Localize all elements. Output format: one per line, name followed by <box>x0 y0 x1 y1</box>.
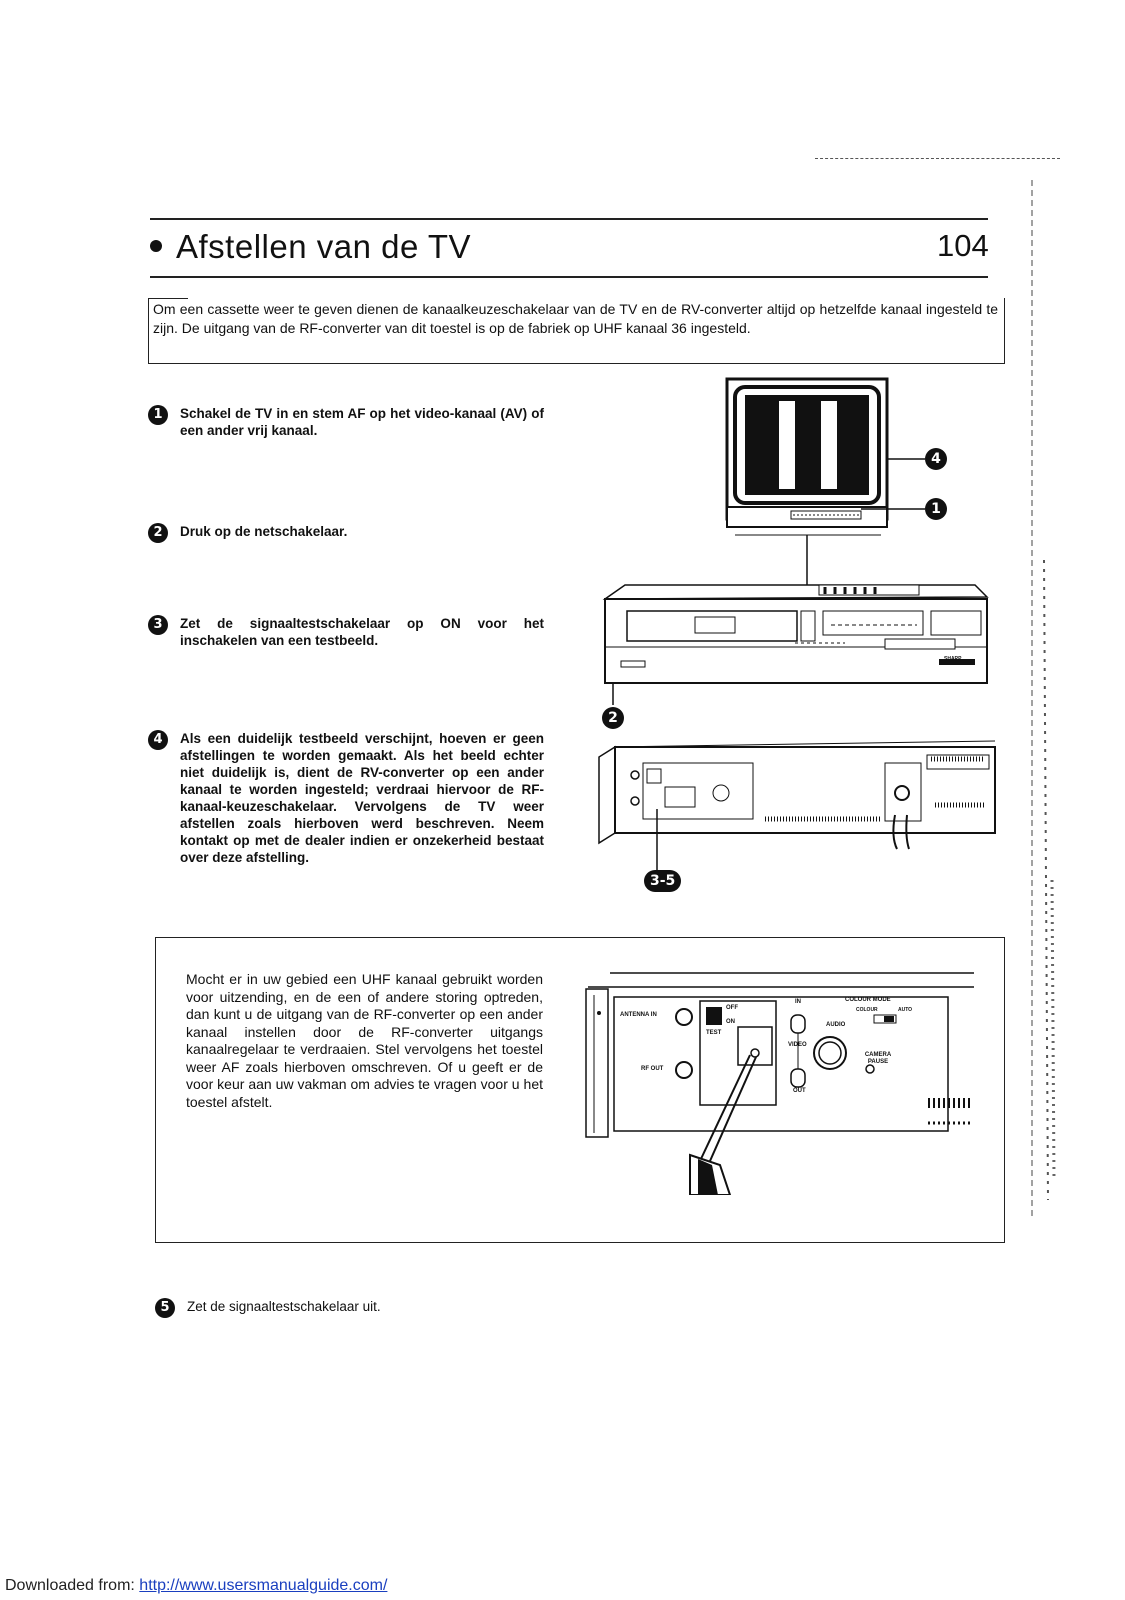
label-on: ON <box>726 1019 735 1025</box>
step-4 <box>148 730 548 900</box>
step-text: Schakel de TV in en stem AF op het video-kanaal (AV) of een ander vrij kanaal. <box>180 406 544 438</box>
intro-box <box>148 298 1005 364</box>
callout-badge-rear-range <box>644 870 681 892</box>
label-off: OFF <box>726 1005 738 1011</box>
step-number-badge: 5 <box>155 1298 175 1318</box>
step-1 <box>148 405 548 445</box>
step-text: Als een duidelijk testbeeld verschijnt, hoeven er geen afstellingen te worden gemaakt. Als het beeld echter niet duidelijk is, dient de RV-converter op een ander kanaal te worden ingesteld; verdraai hiervoor de RF-kanaal-keuzeschakelaar. Vervolgens de TV weer afstellen zoals hierboven werd beschreven. Neem kontakt op met de dealer indien er onzekerheid bestaat over deze afstelling. <box>180 731 544 865</box>
vcr-rear-illustration <box>599 741 995 871</box>
step-2 <box>148 523 548 545</box>
step-number-badge: 3 <box>148 615 168 635</box>
page-title-text: Afstellen van de TV <box>176 228 472 265</box>
label-video: VIDEO <box>788 1042 807 1048</box>
header-rule-top <box>150 218 988 220</box>
footer-prefix: Downloaded from: <box>5 1577 140 1594</box>
step-text: Zet de signaaltestschakelaar op ON voor het inschakelen van een testbeeld. <box>180 616 544 648</box>
step-5 <box>155 1298 555 1320</box>
label-rf-out: RF OUT <box>641 1066 664 1072</box>
callout-badge-tv-power: 1 <box>925 498 947 520</box>
label-antenna-in: ANTENNA IN <box>620 1012 657 1018</box>
footer-link[interactable]: http://www.usersmanualguide.com/ <box>139 1577 388 1594</box>
vcr-brand-label: SHARP <box>944 656 962 662</box>
page-number: 104 <box>937 228 989 263</box>
header-rule-bottom <box>150 276 988 278</box>
page-title <box>150 228 471 266</box>
step-number-badge: 1 <box>148 405 168 425</box>
label-colour-mode: COLOUR MODE <box>845 997 891 1003</box>
tv-illustration <box>727 379 925 535</box>
step-text: Zet de signaaltestschakelaar uit. <box>187 1299 381 1314</box>
rear-panel-closeup <box>580 965 980 1195</box>
callout-badge-vcr-power: 2 <box>602 707 624 729</box>
step-number-badge: 2 <box>148 523 168 543</box>
callout-range-text: 3-5 <box>644 870 681 892</box>
label-test: TEST <box>706 1030 722 1036</box>
intro-text: Om een cassette weer te geven dienen de kanaalkeuzeschakelaar van de TV en de RV-converter altijd op hetzelfde kanaal ingesteld te zijn. De uitgang van de RF-converter van dit toestel is op de fabriek op UHF kanaal 36 ingesteld. <box>153 301 998 336</box>
uhf-note-text: Mocht er in uw gebied een UHF kanaal gebruikt worden voor uitzending, en de een of andere storing optreden, dan kunt u de uitgang van de RF-converter op een ander kanaal instellen door de RF-converter uitgangs kanaalregelaar te verdraaien. Stel vervolgens het toestel weer AF zoals hierboven omschreven. Of u geeft er de voor keur aan uw vakman om advies te vragen voor u het toestel afstelt. <box>186 971 543 1110</box>
step-text: Druk op de netschakelaar. <box>180 524 348 539</box>
callout-badge-tv-screen: 4 <box>925 448 947 470</box>
label-in: IN <box>795 999 801 1005</box>
vcr-front-illustration <box>605 585 987 705</box>
step-3 <box>148 615 548 655</box>
scan-edge-line-top <box>815 158 1060 160</box>
label-camera-pause: CAMERA PAUSE <box>864 1052 892 1065</box>
step-number-badge: 4 <box>148 730 168 750</box>
bullet-icon <box>150 240 162 252</box>
footer-download-note <box>5 1577 387 1595</box>
label-colour: COLOUR <box>856 1007 878 1013</box>
intro-box-top-rule <box>148 298 188 299</box>
scan-edge-marks <box>1018 180 1068 1240</box>
label-auto: AUTO <box>898 1007 913 1013</box>
label-audio: AUDIO <box>826 1022 846 1028</box>
label-out: OUT <box>793 1088 806 1094</box>
